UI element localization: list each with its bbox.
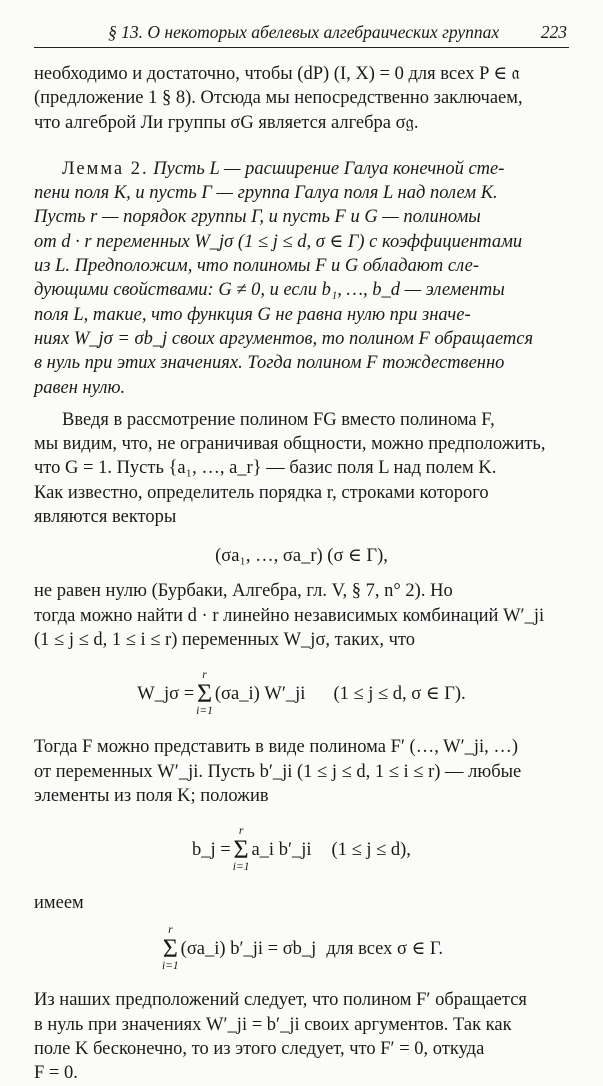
text-line: элементы из поля K; положив <box>34 785 269 806</box>
paragraph-representation <box>34 735 569 808</box>
section-title: § 13. О некоторых абелевых алгебраических группах <box>108 22 500 42</box>
text-line: из L. Предположим, что полиномы F и G обладают сле- <box>34 256 480 277</box>
formula-condition: для всех σ ∈ Γ. <box>326 938 444 959</box>
text-line: мы видим, что, не ограничивая общности, можно предположить, <box>34 434 546 455</box>
text-line: дующими свойствами: G ≠ 0, и если b₁, …, b_d — элементы <box>34 280 505 301</box>
paragraph-proof-start <box>34 408 569 529</box>
text-line: имеем <box>34 893 84 914</box>
text-line: не равен нулю (Бурбаки, Алгебра, гл. V, § 7, n° 2). Но <box>34 581 453 602</box>
text-line: необходимо и достаточно, чтобы (dP) (I, X) = 0 для всех P ∈ 𝔞 <box>34 64 520 84</box>
formula-body: (σa_i) b′_ji = σb_j <box>180 938 317 959</box>
formula-lhs: b_j = <box>192 839 231 860</box>
text-line: что алгеброй Ли группы σG является алгебра σ𝔤. <box>34 112 419 133</box>
formula-condition: (1 ≤ j ≤ d), <box>331 839 411 860</box>
page-number: 223 <box>540 22 567 42</box>
formula-condition: (1 ≤ j ≤ d, σ ∈ Γ). <box>333 683 466 704</box>
sum-symbol: r Σ i=1 <box>196 669 213 717</box>
text-line: (1 ≤ j ≤ d, 1 ≤ i ≤ r) переменных W_jσ, таких, что <box>34 629 415 650</box>
formula-change-of-variables <box>34 670 569 717</box>
paragraph-intro <box>34 62 569 135</box>
text-line: Тогда F можно представить в виде полинома F′ (…, W′_ji, …) <box>34 737 519 758</box>
paragraph-combinations <box>34 579 569 652</box>
text-line: поля L, такие, что функция G не равна нулю при значе- <box>34 304 471 325</box>
text-line: поле K бесконечно, то из этого следует, что F′ = 0, откуда <box>34 1039 485 1060</box>
text-line: являются векторы <box>34 507 177 528</box>
formula-body: (σa_i) W′_ji <box>214 683 306 704</box>
sum-symbol: r Σ i=1 <box>161 924 179 972</box>
text-line: Пусть r — порядок группы Γ, и пусть F и G — полиномы <box>34 207 481 228</box>
text-line: от d · r переменных W_jσ (1 ≤ j ≤ d, σ ∈ Γ) с коэффициентами <box>34 231 523 252</box>
page <box>34 22 569 1086</box>
text-line: от переменных W′_ji. Пусть b′_ji (1 ≤ j ≤ d, 1 ≤ i ≤ r) — любые <box>34 761 522 782</box>
running-header <box>34 22 569 48</box>
formula-vectors: (σa₁, …, σa_r) (σ ∈ Γ), <box>215 546 388 567</box>
text-line: в нуль при значениях W′_ji = b′_ji своих аргументов. Так как <box>34 1014 512 1035</box>
sum-symbol: r Σ i=1 <box>232 825 250 873</box>
text-line: F = 0. <box>34 1063 78 1084</box>
formula-lhs: W_jσ = <box>137 683 195 704</box>
formula-bj <box>34 826 569 873</box>
lemma-statement <box>34 157 569 400</box>
formula-body: a_i b′_ji <box>251 839 312 860</box>
text-line: в нуль при этих значениях. Тогда полином F тождественно <box>34 353 505 374</box>
text-line: (предложение 1 § 8). Отсюда мы непосредственно заключаем, <box>34 88 523 109</box>
text-line: пени поля K, и пусть Γ — группа Галуа поля L над полем K. <box>34 183 498 204</box>
formula-sigma-bj <box>34 925 569 972</box>
paragraph-conclusion <box>34 988 569 1085</box>
lemma-label: Лемма 2. <box>62 158 149 179</box>
text-line: Введя в рассмотрение полином FG вместо полинома F, <box>62 409 495 430</box>
text-line: равен нулю. <box>34 377 126 398</box>
text-line: что G = 1. Пусть {a₁, …, a_r} — базис поля L над полем K. <box>34 458 497 479</box>
text-line: тогда можно найти d · r линейно независимых комбинаций W′_ji <box>34 605 545 626</box>
text-line: Из наших предположений следует, что полином F′ обращается <box>34 990 527 1011</box>
text-line: Как известно, определитель порядка r, строками которого <box>34 482 489 503</box>
text-line: Пусть L — расширение Галуа конечной сте- <box>153 158 505 179</box>
text-line: ниях W_jσ = σb_j своих аргументов, то полином F обращается <box>34 328 534 349</box>
